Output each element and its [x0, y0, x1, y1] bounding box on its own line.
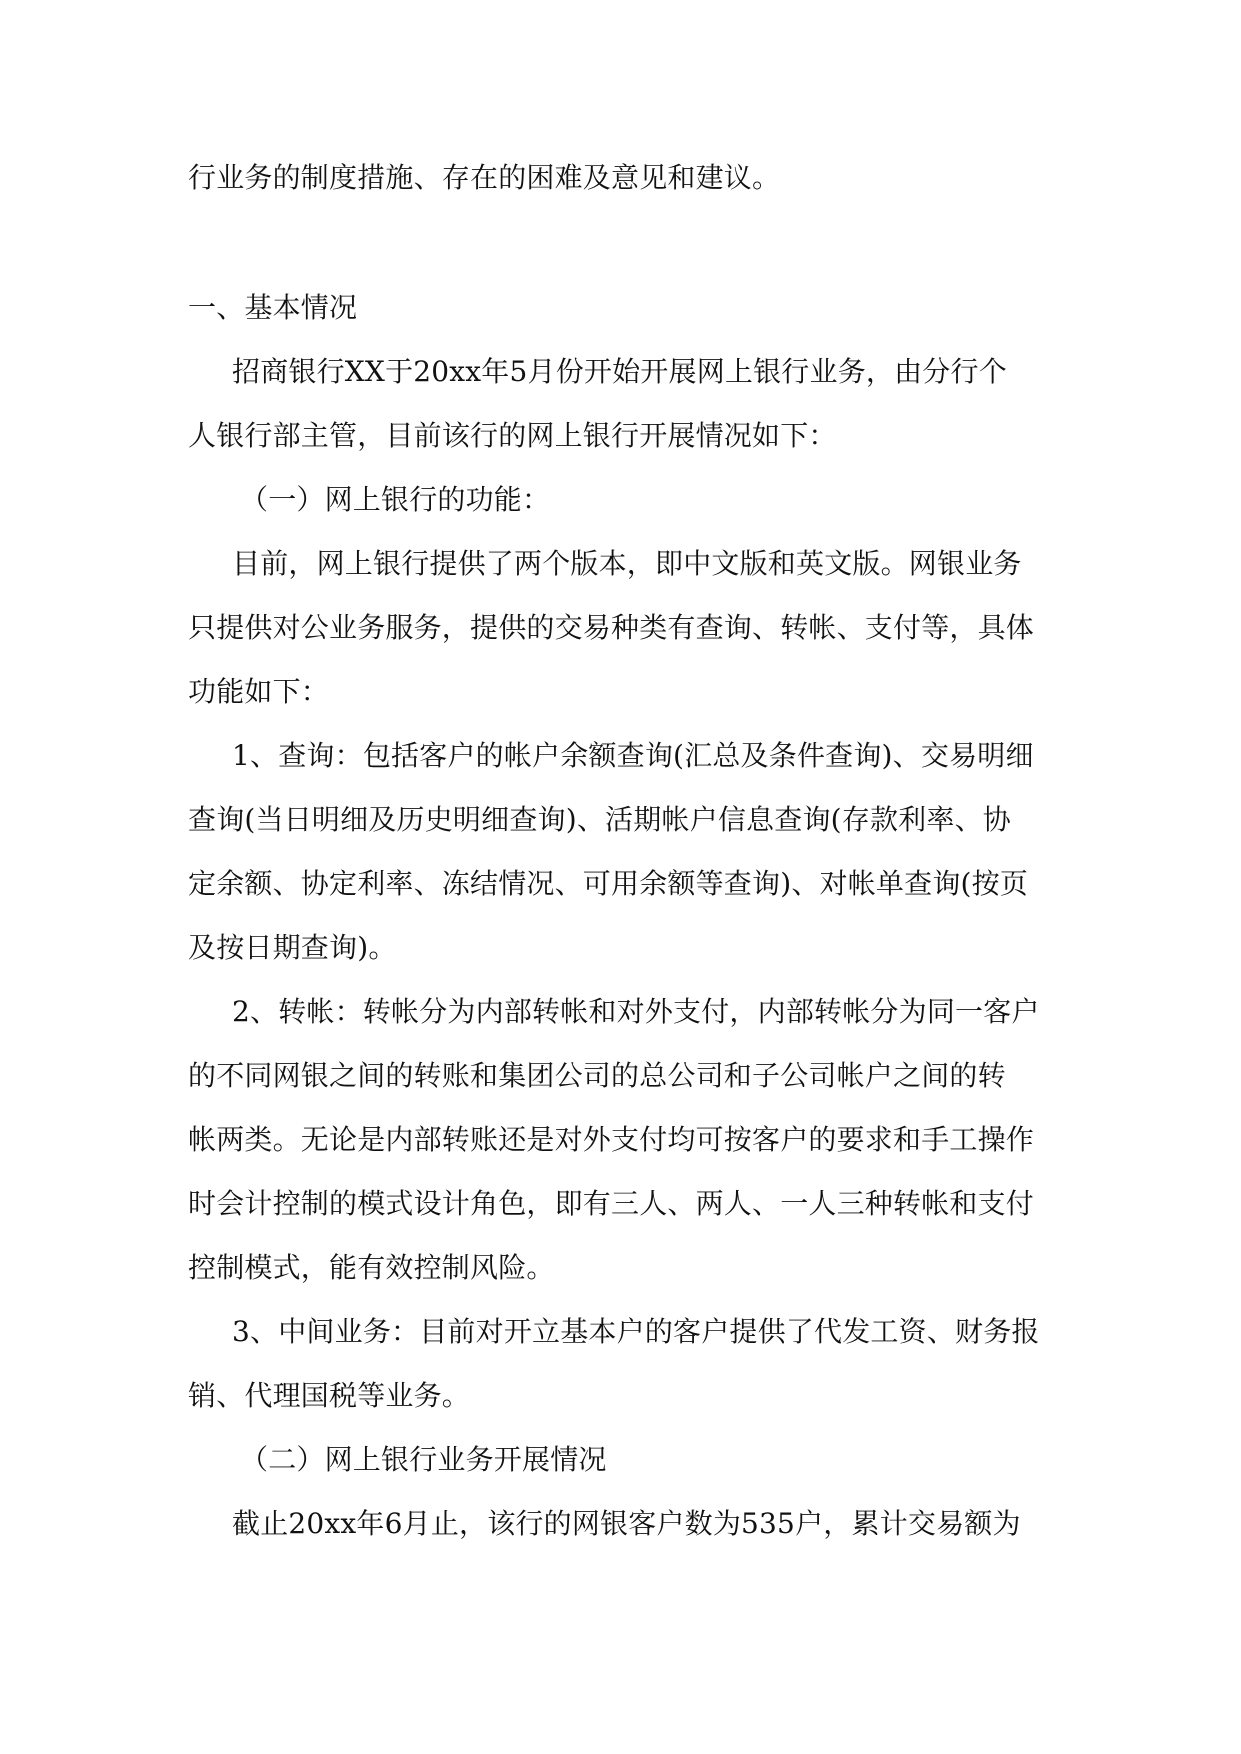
paragraph-intro-line-1: 行业务的制度措施、存在的困难及意见和建议。 — [188, 161, 781, 194]
paragraph-versions-line-2: 只提供对公业务服务，提供的交易种类有查询、转帐、支付等，具体 — [188, 611, 1035, 644]
paragraph-overview-line-2: 人银行部主管，目前该行的网上银行开展情况如下： — [188, 419, 837, 452]
paragraph-transfer-line-1: 2、转帐：转帐分为内部转帐和对外支付，内部转帐分为同一客户 — [232, 995, 1040, 1028]
paragraph-overview-line-1: 招商银行XX于20xx年5月份开始开展网上银行业务，由分行个 — [232, 355, 1007, 388]
paragraph-transfer-line-2: 的不同网银之间的转账和集团公司的总公司和子公司帐户之间的转 — [188, 1059, 1006, 1092]
paragraph-transfer-line-4: 时会计控制的模式设计角色，即有三人、两人、一人三种转帐和支付 — [188, 1187, 1035, 1220]
paragraph-query-line-4: 及按日期查询)。 — [188, 931, 397, 964]
subheading-functions: （一）网上银行的功能： — [240, 483, 551, 516]
paragraph-status-line-1: 截止20xx年6月止，该行的网银客户数为535户，累计交易额为 — [232, 1507, 1021, 1540]
paragraph-intermediary-line-2: 销、代理国税等业务。 — [188, 1379, 471, 1412]
paragraph-query-line-1: 1、查询：包括客户的帐户余额查询(汇总及条件查询)、交易明细 — [232, 739, 1034, 772]
paragraph-query-line-2: 查询(当日明细及历史明细查询)、活期帐户信息查询(存款利率、协 — [188, 803, 1011, 836]
subheading-business-status: （二）网上银行业务开展情况 — [240, 1443, 607, 1476]
paragraph-intermediary-line-1: 3、中间业务：目前对开立基本户的客户提供了代发工资、财务报 — [232, 1315, 1040, 1348]
section-heading-basic-situation: 一、基本情况 — [188, 291, 358, 324]
paragraph-versions-line-3: 功能如下： — [188, 675, 330, 708]
paragraph-transfer-line-5: 控制模式，能有效控制风险。 — [188, 1251, 555, 1284]
paragraph-transfer-line-3: 帐两类。无论是内部转账还是对外支付均可按客户的要求和手工操作 — [188, 1123, 1035, 1156]
paragraph-query-line-3: 定余额、协定利率、冻结情况、可用余额等查询)、对帐单查询(按页 — [188, 867, 1029, 900]
paragraph-versions-line-1: 目前，网上银行提供了两个版本，即中文版和英文版。网银业务 — [232, 547, 1022, 580]
